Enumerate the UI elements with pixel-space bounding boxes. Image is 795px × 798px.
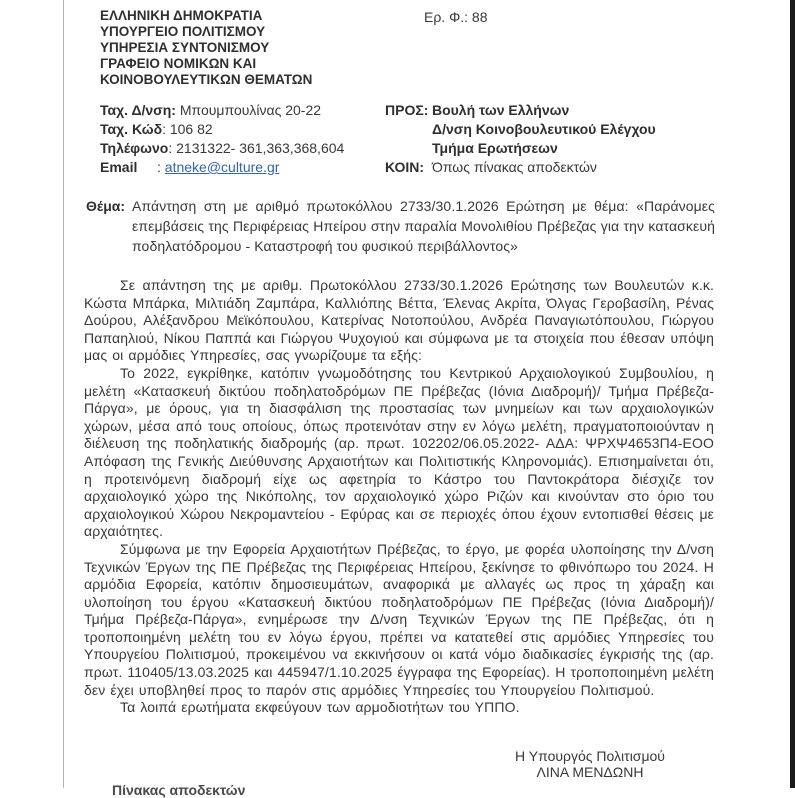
distribution-list-heading-cutoff: Πίνακας αποδεκτών	[112, 782, 246, 798]
signature-block	[490, 748, 690, 780]
letterhead-line: ΥΠΗΡΕΣΙΑ ΣΥΝΤΟΝΙΣΜΟΥ	[100, 40, 270, 55]
page-left-edge-line	[63, 0, 64, 788]
contact-value: : 2131322- 361,363,368,604	[168, 140, 345, 156]
signatory-name: ΛΙΝΑ ΜΕΝΔΩΝΗ	[536, 764, 644, 780]
letterhead-line: ΥΠΟΥΡΓΕΙΟ ΠΟΛΙΤΙΣΜΟΥ	[100, 24, 266, 39]
contact-value: : 106 82	[162, 121, 213, 137]
reference-number: Ερ. Φ.: 88	[424, 9, 488, 25]
contact-row-email	[100, 158, 344, 177]
cc-label: ΚΟΙΝ:	[385, 159, 425, 175]
contact-row-postcode	[100, 120, 344, 139]
contact-label: Email	[100, 159, 138, 175]
cc-value: Όπως πίνακας αποδεκτών	[432, 159, 597, 175]
to-line: Τμήμα Ερωτήσεων	[432, 140, 558, 156]
recipients-block	[385, 101, 656, 177]
letterhead-line: ΚΟΙΝΟΒΟΥΛΕΥΤΙΚΩΝ ΘΕΜΑΤΩΝ	[100, 72, 313, 87]
recipient-cc-row	[385, 158, 656, 177]
body-paragraph: Σε απάντηση της με αριθμ. Πρωτοκόλλου 2733/30.1.2026 Ερώτησης των Βουλευτών κ.κ. Κώστα Μπάρκα, Μιλτιάδη Ζαμπάρα, Καλλιόπης Βέττα, Έλενας Ακρίτα, Όλγας Γεροβασίλη, Ρένας Δούρου, Αλέξανδρου Μεϊκόπουλου, Κατερίνας Νοτοπούλου, Ανδρέα Παναγιωτόπουλου, Γιώργου Παπαηλιού, Νίκου Παππά και Γιώργου Ψυχογιού και σύμφωνα με τα στοιχεία που έθεσαν υπόψη μας οι αρμόδιες Υπηρεσίες, σας γνωρίζουμε τα εξής:	[84, 277, 714, 364]
to-line: Βουλή των Ελλήνων	[432, 102, 570, 118]
contact-row-address	[100, 101, 344, 120]
email-link[interactable]: atneke@culture.gr	[164, 159, 280, 175]
contact-label: Ταχ. Κώδ	[100, 121, 163, 137]
body-paragraph: Το 2022, εγκρίθηκε, κατόπιν γνωμοδότησης του Κεντρικού Αρχαιολογικού Συμβουλίου, η μελέτη «Κατασκευή δικτύου ποδηλατοδρόμων ΠΕ Πρέβεζας (Ιόνια Διαδρομή)/ Τμήμα Πρέβεζα-Πάργα», με όρους, για τη διασφάλιση της προστασίας των μνημείων και των αρχαιολογικών χώρων, μέσα από τους οποίους, όπως προτεινόταν στην εν λόγω μελέτη, πραγματοποιούνταν η διέλευση της ποδηλατικής διαδρομής (αρ. πρωτ. 102202/06.05.2022- ΑΔΑ: ΨΡΧΨ4653Π4-ΕΟΟ Απόφαση της Γενικής Διεύθυνσης Αρχαιοτήτων και Πολιτιστικής Κληρονομιάς). Επισημαίνεται ότι, η προτεινόμενη διαδρομή είχε ως αφετηρία το Κάστρο του Παντοκράτορα διέσχιζε τον αρχαιολογικό χώρο της Νικόπολης, τον αρχαιολογικό χώρο Ριζών και κινούνταν στο όριο του αρχαιολογικού Χώρου Νεκρομαντείου - Εφύρας και σε περιοχές όπου έχουν εντοπισθεί θέσεις με αρχαιότητες.	[84, 364, 714, 540]
body-paragraph: Σύμφωνα με την Εφορεία Αρχαιοτήτων Πρέβεζας, το έργο, με φορέα υλοποίησης την Δ/νση Τεχνικών Έργων της ΠΕ Πρέβεζας της Περιφέρειας Ηπείρου, ξεκίνησε το φθινόπωρο του 2024. Η αρμόδια Εφορεία, κατόπιν δημοσιευμάτων, αναφορικά με αλλαγές ως προς τη χάραξη και υλοποίηση του έργου «Κατασκευή δικτύου ποδηλατοδρόμων ΠΕ Πρέβεζας (Ιόνια Διαδρομή)/ Τμήμα Πρέβεζα-Πάργα», ενημέρωσε την Δ/νση Τεχνικών Έργων της ΠΕ Πρέβεζας, ότι η τροποποιημένη μελέτη του εν λόγω έργου, πρέπει να κατατεθεί στις αρμόδιες Υπηρεσίες του Υπουργείου Πολιτισμού, προκειμένου να εκκινήσουν οι κατά νόμο διαδικασίες έγκρισής της (αρ. πρωτ. 110405/13.03.2025 και 445947/1.10.2025 έγγραφα της Εφορείας). Η τροποποιημένη μελέτη δεν έχει υποβληθεί προς το παρόν στις αρμόδιες Υπηρεσίες του Υπουργείου Πολιτισμού.	[84, 540, 714, 698]
to-label: ΠΡΟΣ:	[385, 102, 429, 118]
contact-value: Μπουμπουλίνας 20-22	[175, 102, 322, 118]
letterhead-line: ΕΛΛΗΝΙΚΗ ΔΗΜΟΚΡΑΤΙΑ	[100, 8, 263, 23]
contact-block	[100, 101, 344, 177]
letterhead	[100, 8, 312, 88]
letter-body	[84, 277, 714, 717]
to-line: Δ/νση Κοινοβουλευτικού Ελέγχου	[432, 121, 656, 137]
letterhead-line: ΓΡΑΦΕΙΟ ΝΟΜΙΚΩΝ ΚΑΙ	[100, 56, 257, 71]
to-lines	[432, 101, 656, 158]
page-right-edge-bar	[790, 0, 795, 788]
recipient-to-row	[385, 101, 656, 158]
subject-label: Θέμα:	[86, 198, 126, 214]
contact-label: Ταχ. Δ/νση:	[100, 102, 176, 118]
signatory-title: Η Υπουργός Πολιτισμού	[515, 748, 665, 764]
contact-label: Τηλέφωνο	[100, 140, 169, 156]
contact-row-phone	[100, 139, 344, 158]
contact-separator: :	[157, 159, 165, 175]
subject-text: Απάντηση στη με αριθμό πρωτοκόλλου 2733/30.1.2026 Ερώτηση με θέμα: «Παράνομες επεμβάσεις της Περιφέρειας Ηπείρου στην παραλία Μονολιθίου Πρέβεζας για την κατασκευή ποδηλατόδρομου - Καταστροφή του φυσικού περιβάλλοντος»	[132, 198, 715, 254]
subject-block	[86, 196, 715, 256]
body-paragraph: Τα λοιπά ερωτήματα εκφεύγουν των αρμοδιοτήτων του ΥΠΠΟ.	[120, 699, 520, 716]
